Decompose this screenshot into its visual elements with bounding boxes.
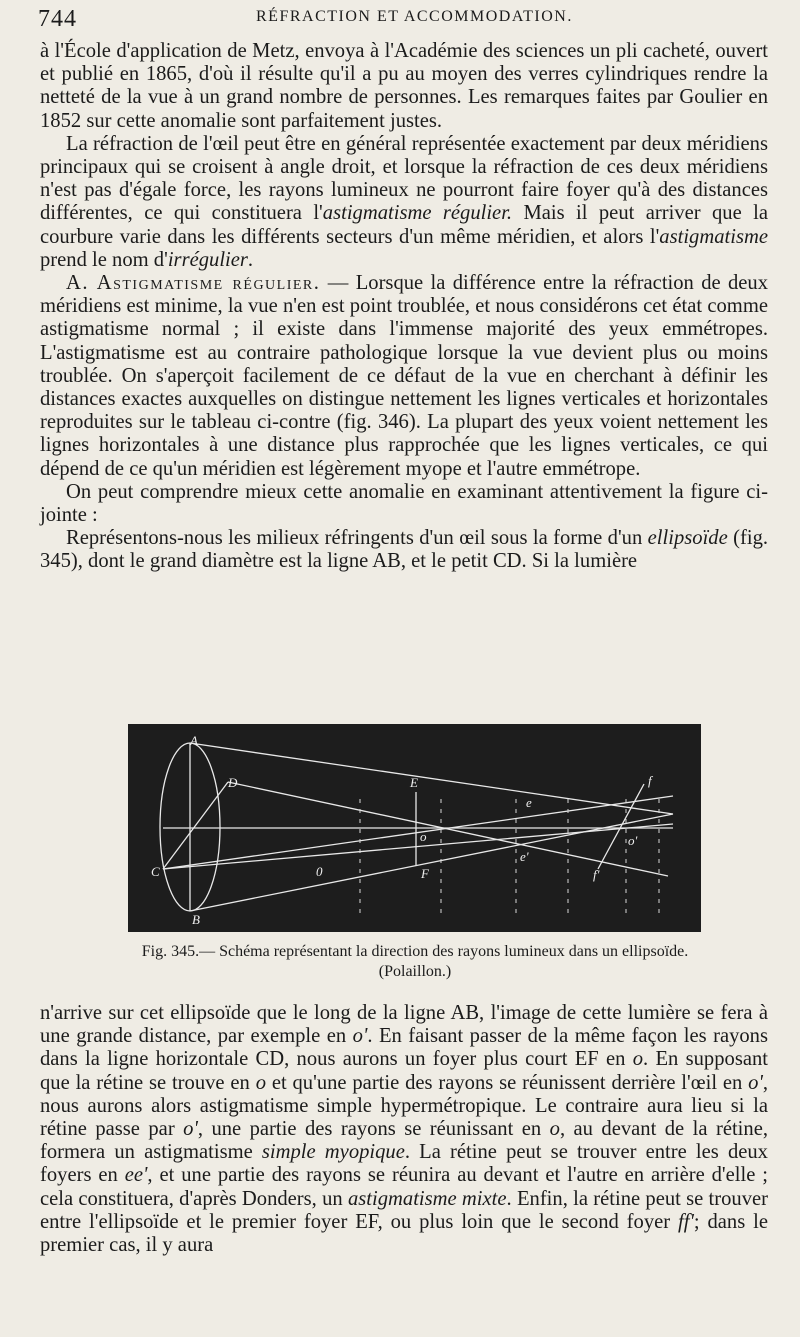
text-run: . La rétine peut se trouver entre les deux foyers en bbox=[40, 1141, 768, 1187]
paragraph-3 bbox=[40, 272, 768, 481]
text-run: La réfraction de l'œil peut être en général représentée exactement par deux méridiens principaux qui se croisent à angle droit, et lorsque la réfraction de ces deux méridiens n'est pas d'égale force, les rayons lumineux ne pourront faire foyer qu'à des distances différentes, ce qui constituera l' bbox=[40, 132, 768, 225]
paragraph-4: On peut comprendre mieux cette anomalie en examinant attentivement la figure ci-jointe : bbox=[40, 480, 768, 527]
paragraph-5 bbox=[40, 527, 768, 573]
text-run: Représentons-nous les milieux réfringents d'un œil sous la forme d'un bbox=[66, 527, 648, 550]
italic-term: simple myopique bbox=[261, 1141, 405, 1164]
italic-term: o' bbox=[352, 1025, 368, 1048]
text-run: . En supposant que la rétine se trouve en bbox=[40, 1048, 768, 1094]
text-run: . bbox=[247, 248, 254, 271]
label-o: o bbox=[420, 829, 427, 844]
label-f-prime: f' bbox=[593, 867, 600, 882]
section-heading: A. Astigmatisme régulier. bbox=[66, 272, 321, 295]
label-c: C bbox=[151, 864, 160, 879]
label-b: B bbox=[192, 912, 200, 927]
italic-term: astigmatisme mixte bbox=[347, 1187, 507, 1210]
text-run: prend le nom d' bbox=[40, 248, 168, 271]
paragraph-1: à l'École d'application de Metz, envoya à l'Académie des sciences un pli cacheté, ouvert et publié en 1865, d'où il résulte qu'il a pu au moyen des verres cylindriques rendre la netteté de la vue à un grand nombre de personnes. Les remarques faites par Goulier en 1852 sur cette anomalie sont parfaitement justes. bbox=[40, 40, 768, 132]
italic-term: ellipsoïde bbox=[647, 527, 728, 550]
text-run: Mais il peut arriver que la courbure varie dans les différents secteurs d'un même méridien, et alors l' bbox=[40, 202, 768, 248]
italic-term: o' bbox=[748, 1071, 763, 1094]
label-zero: 0 bbox=[316, 864, 323, 879]
paragraph-6 bbox=[40, 1002, 768, 1257]
italic-term: o bbox=[255, 1071, 266, 1094]
text-run: et qu'une partie des rayons se réunissent derrière l'œil en bbox=[265, 1071, 749, 1094]
text-run: , au devant de la rétine, formera un astigmatisme bbox=[40, 1118, 768, 1164]
italic-term: astigmatisme bbox=[659, 225, 768, 248]
text-run: , et une partie des rayons se réunira au devant et l'autre en arrière d'elle ; cela constituera, d'après Donders, un bbox=[40, 1164, 768, 1210]
italic-term: irrégulier bbox=[167, 248, 248, 271]
text-block-top bbox=[40, 40, 768, 574]
ray bbox=[163, 824, 673, 869]
label-e-prime: e' bbox=[520, 849, 529, 864]
text-run: . En faisant passer de la même façon les rayons dans la ligne horizontale CD, nous aurons un foyer plus court EF en bbox=[40, 1025, 768, 1071]
label-a: A bbox=[190, 733, 198, 748]
text-run: . Enfin, la rétine peut se trouver entre l'ellipsoïde et le premier foyer EF, ou plus loin que le second foyer bbox=[40, 1187, 769, 1233]
page-header bbox=[38, 6, 770, 32]
label-f: F bbox=[421, 866, 429, 881]
italic-term: o bbox=[549, 1118, 560, 1141]
italic-term: astigmatisme régulier. bbox=[322, 202, 513, 225]
text-run: (fig. 345), dont le grand diamètre est la ligne AB, et le petit CD. Si la lumière bbox=[40, 527, 769, 573]
italic-term: o' bbox=[183, 1118, 198, 1141]
italic-term: ff' bbox=[678, 1210, 694, 1233]
label-o-prime: o' bbox=[628, 833, 638, 848]
figure-345-ellipsoid-diagram bbox=[128, 724, 701, 932]
italic-term: ee' bbox=[124, 1164, 148, 1187]
running-title: RÉFRACTION ET ACCOMMODATION. bbox=[256, 8, 573, 25]
page-number: 744 bbox=[38, 6, 77, 32]
ray bbox=[190, 743, 673, 814]
label-e-small: e bbox=[526, 795, 532, 810]
text-block-bottom bbox=[40, 1002, 768, 1257]
caption-line-2: (Polaillon.) bbox=[378, 963, 452, 980]
text-run: , nous aurons alors astigmatisme simple hypermétropique. Le contraire aura lieu si la rétine passe par bbox=[40, 1071, 768, 1141]
ray bbox=[163, 796, 673, 869]
paragraph-2 bbox=[40, 133, 768, 272]
text-run: , une partie des rayons se réunissant en bbox=[197, 1118, 550, 1141]
ray-diagram bbox=[128, 724, 701, 932]
caption-line-1: Fig. 345.— Schéma représentant la direction des rayons lumineux dans un ellipsoïde. bbox=[141, 943, 689, 960]
figure-caption bbox=[70, 942, 760, 982]
text-run: ; dans le premier cas, il y aura bbox=[40, 1210, 768, 1257]
label-d: D bbox=[228, 775, 238, 790]
label-f-small: f bbox=[648, 773, 652, 788]
focal-line-ff-prime bbox=[598, 784, 644, 869]
text-run: n'arrive sur cet ellipsoïde que le long de la ligne AB, l'image de cette lumière se fera à une grande distance, par exemple en bbox=[40, 1002, 768, 1048]
italic-term: o bbox=[632, 1048, 644, 1071]
text-run: — Lorsque la différence entre la réfraction de deux méridiens est minime, la vue n'en est point troublée, et nous considérons cet état comme astigmatisme normal ; il existe dans l'immense majorité des yeux emmétropes. L'astigmatisme est au contraire pathologique lorsque la vue devient plus ou moins troublée. On s'aperçoit facilement de ce défaut de la vue en cherchant à définir les distances exactes auxquelles on distingue nettement les lignes verticales et horizontales reproduites sur le tableau ci-contre (fig. 346). La plupart des yeux voient nettement les lignes horizontales à une distance plus rapprochée que les lignes verticales, ce qui dépend de ce qu'un méridien est légèrement myope et l'autre emmétrope. bbox=[40, 272, 768, 480]
label-e: E bbox=[410, 775, 418, 790]
